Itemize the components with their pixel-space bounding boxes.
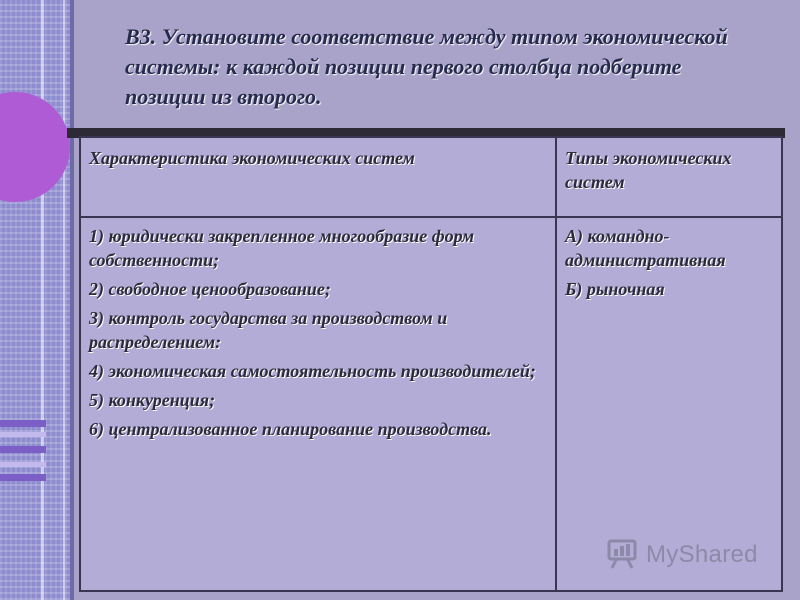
characteristic-item: 1) юридически закрепленное многообразие форм собственности; xyxy=(89,226,475,270)
header-characteristics: Характеристика экономических систем xyxy=(89,148,415,168)
characteristic-item: 6) централизованное планирование производства. xyxy=(89,419,492,439)
type-item: Б) рыночная xyxy=(565,279,665,299)
watermark xyxy=(606,538,758,572)
task-title: В3. Установите соответствие между типом экономической системы: к каждой позиции первого столбца подберите позиции из второго. xyxy=(125,24,728,109)
decorative-left-strip xyxy=(0,0,70,600)
decorative-bar xyxy=(0,462,46,467)
decorative-vertical-line xyxy=(63,0,65,600)
matching-table xyxy=(79,136,783,592)
characteristic-item: 2) свободное ценообразование; xyxy=(89,279,331,299)
decorative-bar xyxy=(0,432,46,437)
type-item: А) командно-административная xyxy=(565,226,726,270)
row-divider xyxy=(81,216,781,218)
characteristic-item: 4) экономическая самостоятельность производителей; xyxy=(89,361,536,381)
decorative-vertical-line xyxy=(41,0,44,600)
decorative-bar xyxy=(0,446,46,453)
characteristic-item: 3) контроль государства за производством и распределением: xyxy=(89,308,448,352)
characteristics-list xyxy=(89,224,549,446)
watermark-text: MyShared xyxy=(646,541,758,568)
column-divider xyxy=(555,138,557,590)
myshared-logo-icon xyxy=(606,536,640,575)
header-types: Типы экономических систем xyxy=(565,148,732,192)
types-list xyxy=(565,224,777,306)
strip-divider xyxy=(70,0,74,600)
characteristic-item: 5) конкуренция; xyxy=(89,390,216,410)
decorative-bar xyxy=(0,474,46,481)
decorative-bar xyxy=(0,420,46,427)
